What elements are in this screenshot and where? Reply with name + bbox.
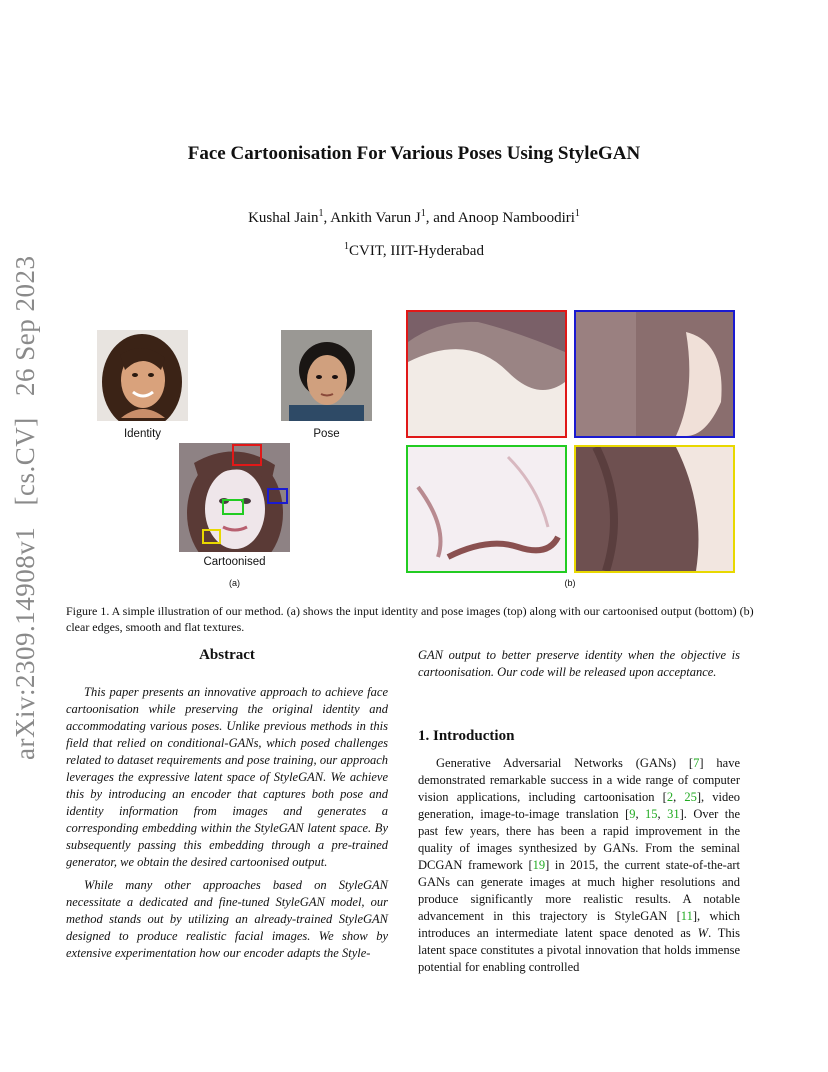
author-list: Kushal Jain$^1$, Ankith Varun $J^1$, and Anoop Namboodiri$^1$ [248, 208, 580, 226]
arxiv-category: [cs.CV] [10, 417, 40, 506]
abstract-paragraph: This paper presents an innovative approach to achieve face cartoonisation while preserving the original identity and accommodating various poses. Unlike previous methods in this field that relied on conditional-GANs, which posed challenges related to dataset requirements and pose training, our approach leverages the expressive latent space of StyleGAN. We achieve this by introducing an encoder that captures both pose and identity information from images and generates a corresponding embedding within the StyleGAN latent space. By subsequently passing this embedding through a pre-trained generator, we obtain the desired cartoonised output. [66, 685, 388, 869]
yellow-crop-box [202, 529, 221, 544]
citation-link[interactable]: 19 [532, 858, 546, 872]
abstract-body [66, 684, 388, 962]
red-crop-box [232, 444, 262, 466]
author-name: Ankith Varun J [330, 210, 421, 226]
zoom-crop-green [406, 445, 567, 573]
citation-link[interactable]: 11 [680, 909, 693, 923]
blue-crop-box [267, 488, 288, 504]
identity-label: Identity [123, 428, 162, 440]
citation-link[interactable]: 9 [629, 807, 636, 821]
zoom-crop-red [406, 310, 567, 438]
citation-link[interactable]: 2 [666, 790, 674, 804]
zoom-crop-blue [574, 310, 735, 438]
abstract-paragraph: While many other approaches based on StyleGAN necessitate a dedicated and fine-tuned StyleGAN model, our method stands out by utilizing an already-trained StyleGAN designed to produce realistic facial images. We show by extensive experimentation how our encoder adapts the Style- [66, 878, 388, 960]
author-name: Kushal Jain [248, 210, 319, 226]
cartoonised-label: Cartoonised [203, 556, 266, 568]
arxiv-date: 26 Sep 2023 [10, 255, 40, 397]
arxiv-id: arXiv:2309.14908v1 [10, 526, 40, 760]
abstract-heading: Abstract [199, 647, 255, 663]
affiliation: $^1$CVIT, IIIT-Hyderabad [344, 241, 484, 259]
subfigure-b-label: (b) [564, 578, 576, 588]
identity-image [97, 330, 188, 421]
arxiv-identifier [10, 242, 41, 760]
author-name: Anoop Namboodiri [457, 210, 575, 226]
citation-link[interactable]: 15 [645, 807, 658, 821]
introduction-heading: 1. Introduction [418, 728, 515, 744]
zoom-crop-yellow [574, 445, 735, 573]
citation-link[interactable]: 7 [693, 756, 700, 770]
citation-link[interactable]: 31 [667, 807, 680, 821]
figure-caption: Figure 1. A simple illustration of our method. (a) shows the input identity and pose images (top) along with our cartoonised output (bottom) (b) clear edges, smooth and flat textures. [66, 604, 754, 634]
introduction-body [418, 755, 740, 976]
abstract-continuation: GAN output to better preserve identity when the objective is cartoonisation. Our code will be released upon acceptance. [418, 648, 740, 679]
citation-link[interactable]: 25 [684, 790, 697, 804]
subfigure-a-label: (a) [229, 578, 240, 588]
paper-title: Face Cartoonisation For Various Poses Using StyleGAN [187, 143, 641, 164]
cartoonised-image [179, 443, 290, 552]
introduction-paragraph: Generative Adversarial Networks (GANs) [7] have demonstrated remarkable success in a wide range of computer vision applications, including cartoonisation [2, 25], video generation, image-to-image translation [9, 15, 31]. Over the past few years, there has been a rapid improvement in the quality of images synthesized by GANs. From the seminal DCGAN framework [19] in 2015, the current state-of-the-art GANs can generate images at much higher resolutions and produce significantly more realistic results. A notable advancement in this trajectory is StyleGAN [11], which introduces an intermediate latent space denoted as W. This latent space constitutes a pivotal innovation that holds immense potential for enabling controlled [418, 756, 741, 974]
pose-image [281, 330, 372, 421]
pose-label: Pose [313, 428, 340, 440]
green-crop-box [222, 499, 244, 515]
